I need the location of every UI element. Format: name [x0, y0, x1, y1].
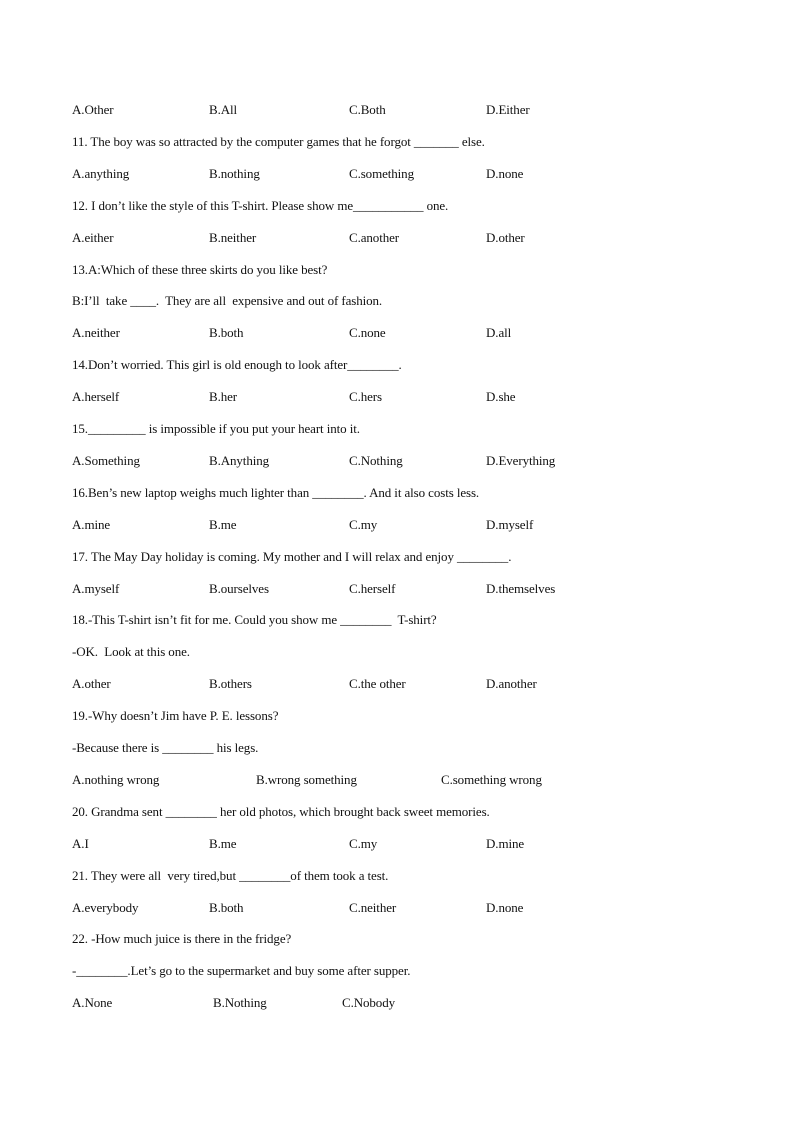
answer-option: C.Nobody — [342, 995, 396, 1011]
answer-option: B.both — [209, 899, 244, 915]
answer-option: D.themselves — [486, 580, 556, 596]
answer-option: A.herself — [72, 389, 120, 405]
question-line: 15._________ is impossible if you put your heart into it. — [72, 421, 360, 436]
answer-option: A.myself — [72, 580, 120, 596]
question-line: 18.-This T-shirt isn’t fit for me. Could you show me ________ T-shirt? — [72, 612, 437, 628]
answer-option: B.both — [209, 325, 244, 341]
question-line: 14.Don’t worried. This girl is old enough to look after________. — [72, 357, 402, 373]
answer-option: B.nothing — [209, 165, 260, 181]
answer-option: A.Other — [72, 102, 114, 117]
question-line: B:I’ll take ____. They are all expensive and out of fashion. — [72, 293, 383, 309]
question-line: 22. -How much juice is there in the fridge? — [72, 931, 292, 947]
answer-option: C.the other — [349, 676, 406, 692]
answer-option: C.another — [349, 229, 400, 245]
question-line: 16.Ben’s new laptop weighs much lighter than ________. And it also costs less. — [72, 484, 480, 500]
answer-option: A.None — [72, 995, 113, 1011]
answer-option: C.hers — [349, 389, 382, 405]
answer-option: B.Anything — [209, 452, 270, 468]
question-line: 11. The boy was so attracted by the computer games that he forgot _______ else. — [72, 133, 485, 149]
answer-option: B.others — [209, 676, 252, 692]
answer-option: B.her — [209, 389, 238, 405]
answer-option: D.none — [486, 899, 524, 915]
answer-option: A.neither — [72, 325, 120, 341]
answer-option: A.other — [72, 676, 111, 692]
answer-option: B.ourselves — [209, 580, 269, 596]
answer-option: B.wrong something — [256, 771, 357, 787]
answer-option: C.Both — [349, 102, 386, 117]
answer-option: C.something — [349, 165, 414, 181]
question-line: 21. They were all very tired,but ________of them took a test. — [72, 867, 389, 883]
answer-option: B.All — [209, 102, 238, 117]
answer-option: C.something wrong — [441, 771, 542, 787]
answer-option: C.neither — [349, 899, 397, 915]
question-line: -OK. Look at this one. — [72, 644, 190, 660]
question-line: 13.A:Which of these three skirts do you like best? — [72, 261, 328, 277]
answer-option: B.Nothing — [213, 995, 267, 1011]
answer-option: D.she — [486, 389, 516, 405]
answer-option: B.me — [209, 516, 237, 532]
answer-option: B.neither — [209, 229, 257, 245]
question-line: 19.-Why doesn’t Jim have P. E. lessons? — [72, 708, 279, 724]
answer-option: A.anything — [72, 165, 130, 181]
answer-option: D.all — [486, 325, 512, 341]
answer-option: D.Either — [486, 102, 530, 117]
answer-option: D.Everything — [486, 452, 556, 468]
answer-option: D.another — [486, 676, 537, 692]
question-line: -________.Let’s go to the supermarket and buy some after supper. — [72, 963, 411, 979]
answer-option: C.my — [349, 516, 378, 532]
answer-option: A.either — [72, 229, 114, 245]
question-line: 12. I don’t like the style of this T-shirt. Please show me___________ one. — [72, 197, 449, 213]
question-line: 20. Grandma sent ________ her old photos, which brought back sweet memories. — [72, 803, 490, 819]
answer-option: A.Something — [72, 452, 140, 468]
answer-option: A.nothing wrong — [72, 771, 160, 787]
answer-option: D.mine — [486, 835, 525, 851]
answer-option: A.mine — [72, 516, 111, 532]
answer-option: C.my — [349, 835, 378, 851]
question-line: 17. The May Day holiday is coming. My mother and I will relax and enjoy ________. — [72, 548, 512, 564]
answer-option: C.Nothing — [349, 452, 403, 468]
answer-option: C.herself — [349, 580, 396, 596]
answer-option: C.none — [349, 325, 386, 341]
answer-option: A.I — [72, 835, 89, 851]
answer-option: A.everybody — [72, 899, 139, 915]
question-line: -Because there is ________ his legs. — [72, 740, 259, 755]
answer-option: B.me — [209, 835, 237, 851]
answer-option: D.other — [486, 229, 525, 245]
answer-option: D.none — [486, 165, 524, 181]
answer-option: D.myself — [486, 516, 534, 532]
